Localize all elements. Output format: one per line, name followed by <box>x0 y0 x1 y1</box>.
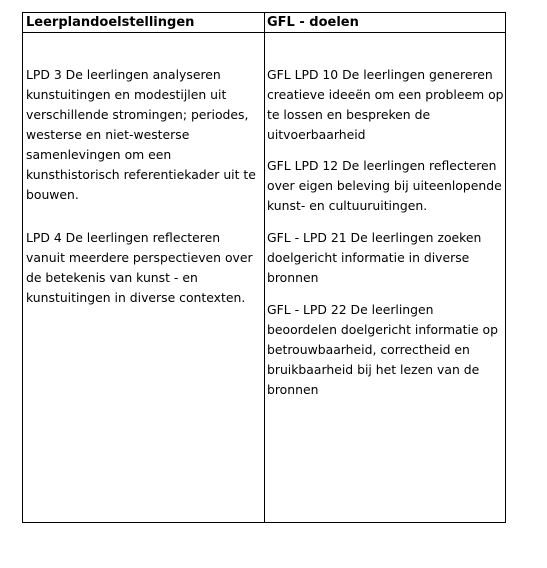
header-leerplandoelstellingen: Leerplandoelstellingen <box>26 15 195 30</box>
gfl-lpd-12-text: GFL LPD 12 De leerlingen reflecteren over eigen beleving bij uiteenlopende kunst- en cultuuruitingen. <box>267 158 502 213</box>
gfl-lpd-22-text: GFL - LPD 22 De leerlingen beoordelen doelgericht informatie op betrouwbaarheid, correctheid en bruikbaarheid bij het lezen van de bronnen <box>267 302 498 397</box>
column-divider <box>264 13 265 522</box>
gfl-lpd-10-text: GFL LPD 10 De leerlingen genereren creatieve ideeën om een probleem op te lossen en bespreken de uitvoerbaarheid <box>267 67 504 142</box>
header-gfl-doelen: GFL - doelen <box>267 15 359 30</box>
objectives-table <box>22 12 506 523</box>
lpd-3-text: LPD 3 De leerlingen analyseren kunstuitingen en modestijlen uit verschillende stromingen; periodes, westerse en niet-westerse samenlevingen om een kunsthistorisch referentiekader uit te bouwen. <box>26 67 256 202</box>
lpd-4-text: LPD 4 De leerlingen reflecteren vanuit meerdere perspectieven over de betekenis van kunst - en kunstuitingen in diverse contexten. <box>26 230 253 305</box>
gfl-lpd-21-text: GFL - LPD 21 De leerlingen zoeken doelgericht informatie in diverse bronnen <box>267 230 482 285</box>
header-divider <box>23 32 505 33</box>
